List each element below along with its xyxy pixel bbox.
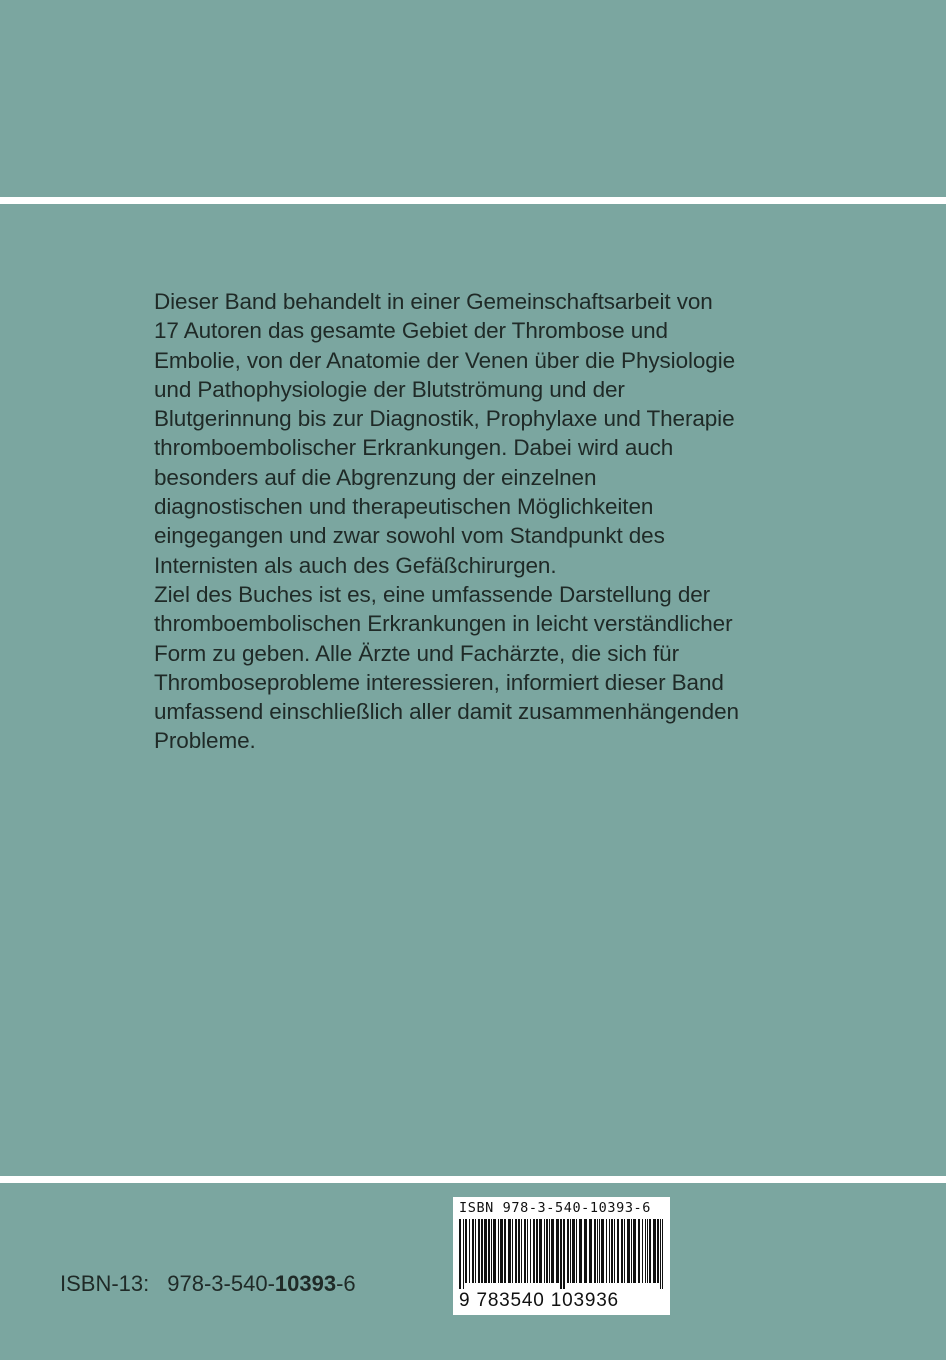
barcode-bar [533, 1219, 535, 1283]
barcode-bar [662, 1219, 663, 1289]
barcode-bar [469, 1219, 470, 1283]
barcode-bar [653, 1219, 656, 1283]
isbn-barcode [453, 1197, 670, 1315]
barcode-bar [472, 1219, 474, 1283]
barcode-bars [459, 1219, 664, 1289]
barcode-bar [642, 1219, 643, 1283]
barcode-bar [660, 1219, 661, 1289]
barcode-bar [560, 1219, 562, 1289]
barcode-bar [546, 1219, 548, 1283]
barcode-bar [633, 1219, 636, 1283]
barcode-bar [551, 1219, 554, 1283]
blurb-line: Internisten als auch des Gefäßchirurgen. [154, 552, 557, 578]
barcode-bar [459, 1219, 461, 1289]
barcode-bar [567, 1219, 569, 1283]
barcode-bar [536, 1219, 538, 1283]
barcode-bar [617, 1219, 619, 1283]
bottom-divider [0, 1176, 946, 1183]
barcode-bar [611, 1219, 613, 1283]
barcode-bar [524, 1219, 526, 1283]
blurb-line: Thromboseprobleme interessieren, informiert dieser Band [154, 669, 724, 695]
blurb-line: Probleme. [154, 728, 256, 754]
barcode-bar [576, 1219, 577, 1283]
isbn-bold-part: 10393 [274, 1271, 337, 1296]
barcode-bar [606, 1219, 607, 1283]
barcode-bar [463, 1219, 464, 1289]
top-divider [0, 197, 946, 204]
barcode-bar [572, 1219, 575, 1283]
barcode-bar [584, 1219, 587, 1283]
barcode-isbn-text: ISBN 978-3-540-10393-6 [459, 1200, 652, 1216]
isbn-part2: -6 [336, 1271, 356, 1296]
barcode-bar [508, 1219, 511, 1283]
barcode-bar [638, 1219, 640, 1283]
barcode-bar [527, 1219, 528, 1283]
barcode-bar [521, 1219, 522, 1283]
barcode-bar [589, 1219, 592, 1283]
barcode-bar [488, 1219, 490, 1283]
barcode-bar [512, 1219, 513, 1283]
barcode-bar [570, 1219, 571, 1283]
barcode-bar [647, 1219, 648, 1283]
blurb-line: diagnostischen und therapeutischen Möglichkeiten [154, 494, 654, 520]
barcode-bar [599, 1219, 600, 1283]
barcode-bar [627, 1219, 630, 1283]
blurb-line: Blutgerinnung bis zur Diagnostik, Prophylaxe und Therapie [154, 406, 735, 432]
barcode-bar [518, 1219, 520, 1283]
barcode-bar [544, 1219, 545, 1283]
barcode-bar [579, 1219, 582, 1283]
barcode-bar [624, 1219, 625, 1283]
barcode-bar [478, 1219, 480, 1283]
blurb-line: Dieser Band behandelt in einer Gemeinschaftsarbeit von [154, 289, 713, 314]
barcode-bar [504, 1219, 506, 1283]
barcode-bar [556, 1219, 559, 1283]
barcode-bar [601, 1219, 604, 1283]
barcode-bar [500, 1219, 503, 1283]
barcode-bar [491, 1219, 492, 1283]
barcode-bar [631, 1219, 632, 1283]
barcode-bar [597, 1219, 598, 1283]
blurb-line: und Pathophysiologie der Blutströmung und der [154, 376, 625, 402]
barcode-bar [609, 1219, 610, 1283]
barcode-bar [484, 1219, 487, 1283]
blurb-line: thromboembolischen Erkrankungen in leicht verständlicher [154, 611, 733, 637]
barcode-bar [594, 1219, 596, 1283]
barcode-bar [530, 1219, 531, 1283]
isbn-prefix: ISBN-13: [60, 1271, 150, 1296]
blurb-line: Embolie, von der Anatomie der Venen über die Physiologie [154, 347, 736, 373]
barcode-bar [621, 1219, 623, 1283]
barcode-bar [645, 1219, 646, 1283]
isbn-label [60, 1271, 356, 1297]
barcode-bar [475, 1219, 476, 1283]
blurb-line: Form zu geben. Alle Ärzte und Fachärzte, die sich für [154, 640, 679, 666]
barcode-digits: 9 783540 103936 [459, 1290, 619, 1311]
blurb-line: 17 Autoren das gesamte Gebiet der Thrombose und [154, 318, 668, 344]
blurb-line: Ziel des Buches ist es, eine umfassende Darstellung der [154, 581, 711, 607]
blurb-line: besonders auf die Abgrenzung der einzelnen [154, 464, 597, 490]
barcode-bar [539, 1219, 542, 1283]
isbn-part1: 978-3-540- [167, 1271, 275, 1296]
barcode-bar [465, 1219, 467, 1283]
back-cover-blurb [154, 287, 854, 756]
barcode-bar [649, 1219, 651, 1283]
barcode-bar [498, 1219, 499, 1283]
barcode-bar [657, 1219, 659, 1283]
blurb-line: eingegangen und zwar sowohl vom Standpunkt des [154, 523, 665, 549]
barcode-bar [563, 1219, 565, 1289]
barcode-bar [614, 1219, 615, 1283]
blurb-line: umfassend einschließlich aller damit zusammenhängenden [154, 699, 739, 725]
barcode-bar [493, 1219, 496, 1283]
barcode-bar [515, 1219, 517, 1283]
barcode-bar [549, 1219, 550, 1283]
blurb-line: thromboembolischer Erkrankungen. Dabei wird auch [154, 435, 674, 461]
barcode-bar [481, 1219, 483, 1283]
